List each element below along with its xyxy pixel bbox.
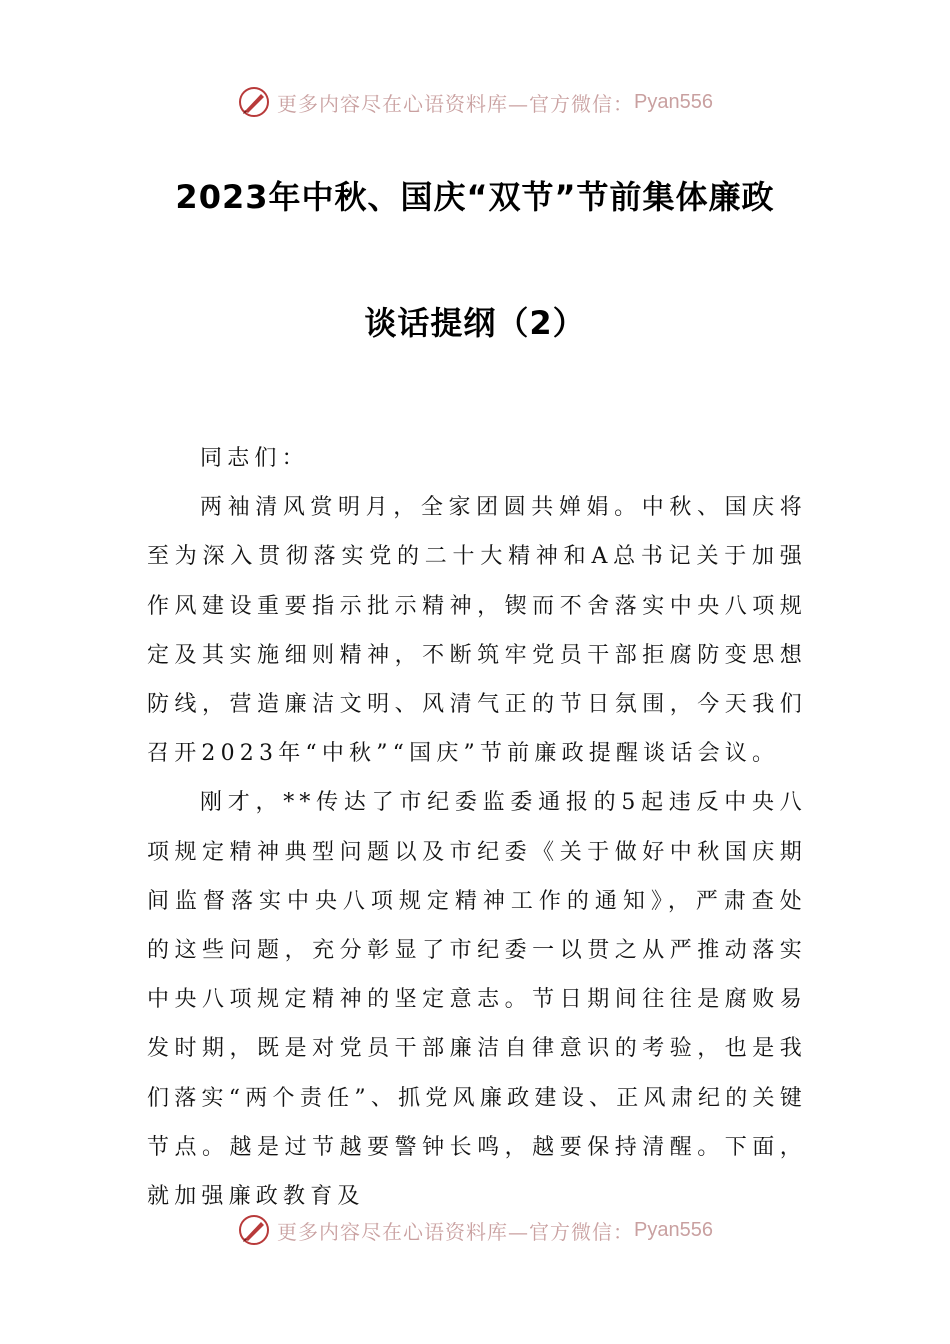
watermark-wechat-id: Pyan556 <box>634 90 713 113</box>
watermark-text: 更多内容尽在心语资料库—官方微信： <box>277 1219 635 1244</box>
pen-circle-logo-icon <box>237 1213 271 1247</box>
paragraph-2: 刚才，**传达了市纪委监委通报的5起违反中央八项规定精神典型问题以及市纪委《关于做好中秋国庆期间监督落实中央八项规定精神工作的通知》，严肃查处的这些问题，充分彰显了市纪委一以贯之从严推动落实中央八项规定精神的坚定意志。节日期间往往是腐败易发时期，既是对党员干部廉洁自律意识的考验，也是我们落实“两个责任”、抓党风廉政建设、正风肃纪的关键节点。越是过节越要警钟长鸣，越要保持清醒。下面，就加强廉政教育及 <box>147 790 807 1210</box>
watermark-banner-top <box>0 82 950 122</box>
document-body <box>147 434 807 1221</box>
document-title-line1: 2023年中秋、国庆“双节”节前集体廉政 <box>175 178 775 216</box>
watermark-wechat-id: Pyan556 <box>634 1218 713 1241</box>
document-title-line2: 谈话提纲（2） <box>364 304 586 342</box>
salutation: 同志们： <box>200 446 309 471</box>
paragraph-1: 两袖清风赏明月，全家团圆共婵娟。中秋、国庆将至为深入贯彻落实党的二十大精神和A总书记关于加强作风建设重要指示批示精神，锲而不舍落实中央八项规定及其实施细则精神，不断筑牢党员干部拒腐防变思想防线，营造廉洁文明、风清气正的节日氛围，今天我们召开2023年“中秋”“国庆”节前廉政提醒谈话会议。 <box>147 495 807 767</box>
watermark-text: 更多内容尽在心语资料库—官方微信： <box>277 91 635 116</box>
pen-circle-logo-icon <box>237 85 271 119</box>
watermark-banner-bottom <box>0 1210 950 1250</box>
